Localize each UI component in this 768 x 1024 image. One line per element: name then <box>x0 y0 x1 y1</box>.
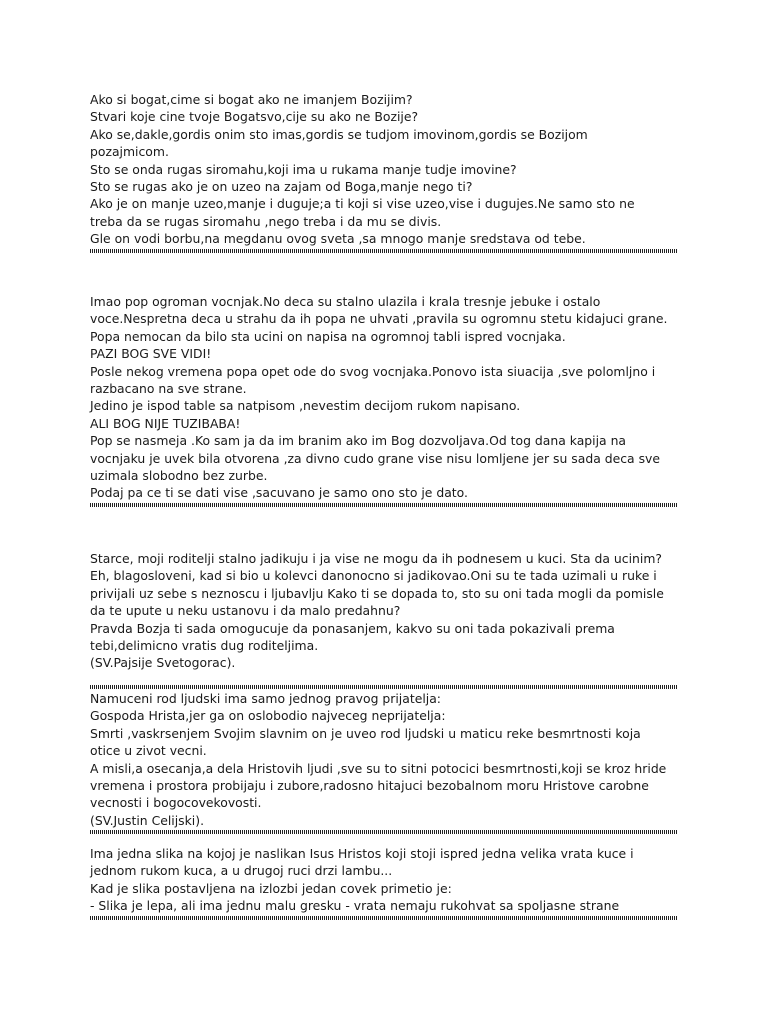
text-line: tebi,delimicno vratis dug roditeljima. <box>90 638 319 654</box>
text-section-wealth <box>90 91 690 253</box>
text-line: pozajmicom. <box>90 144 169 160</box>
section-divider <box>90 685 678 689</box>
text-line: Imao pop ogroman vocnjak.No deca su stalno ulazila i krala tresnje jebuke i ostalo <box>90 294 601 309</box>
text-line: uzimala slobodno bez zurbe. <box>90 468 268 484</box>
text-line: (SV.Pajsije Svetogorac). <box>90 655 236 671</box>
text-line: Podaj pa ce ti se dati vise ,sacuvano je samo ono sto je dato. <box>90 485 468 501</box>
text-line: vremena i prostora probijaju i zubore,radosno hitajuci bezobalnom moru Hristove carobne <box>90 778 649 794</box>
text-line: - Slika je lepa, ali ima jednu malu gresku - vrata nemaju rukohvat sa spoljasne strane <box>90 898 620 914</box>
text-line: Gospoda Hrista,jer ga on oslobodio najveceg neprijatelja: <box>90 708 446 724</box>
text-line: Kad je slika postavljena na izlozbi jedan covek primetio je: <box>90 880 452 896</box>
text-line: Popa nemocan da bilo sta ucini on napisa na ogromnoj tabli ispred vocnjaka. <box>90 328 566 344</box>
text-line: Eh, blagosloveni, kad si bio u kolevci danonocno si jadikovao.Oni su te tada uzimali u ruke i <box>90 568 657 584</box>
text-line: Smrti ,vaskrsenjem Svojim slavnim on je uveo rod ljudski u maticu reke besmrtnosti koja <box>90 725 641 741</box>
text-line: privijali uz sebe s neznoscu i ljubavlju Kako ti se dopada to, sto su oni tada mogli da pomisle <box>90 585 664 601</box>
text-line: jednom rukom kuca, a u drugoj ruci drzi lambu... <box>90 863 393 879</box>
text-section-parents <box>90 550 690 672</box>
text-line: Gle on vodi borbu,na megdanu ovog sveta ,sa mnogo manje sredstava od tebe. <box>90 231 586 247</box>
text-line: voce.Nespretna deca u strahu da ih popa ne uhvati ,pravila su ogromnu stetu kidajuci grane. <box>90 311 668 327</box>
text-line: Pop se nasmeja .Ko sam ja da im branim ako im Bog dozvoljava.Od tog dana kapija na <box>90 433 627 449</box>
text-line: treba da se rugas siromahu ,nego treba i da mu se divis. <box>90 213 442 229</box>
text-line: Pravda Bozja ti sada omogucuje da ponasanjem, kakvo su oni tada pokazivali prema <box>90 620 615 636</box>
text-section-orchard <box>90 293 690 507</box>
text-line: Ako je on manje uzeo,manje i duguje;a ti koji si vise uzeo,vise i dugujes.Ne samo sto ne <box>90 196 635 212</box>
text-line: PAZI BOG SVE VIDI! <box>90 346 212 362</box>
text-line: da te upute u neku ustanovu i da malo predahnu? <box>90 603 401 619</box>
text-line: Ako se,dakle,gordis onim sto imas,gordis se tudjom imovinom,gordis se Bozijom <box>90 126 588 142</box>
text-line: Ima jedna slika na kojoj je naslikan Isus Hristos koji stoji ispred jedna velika vrata kuce i <box>90 846 634 861</box>
text-section-friend <box>90 685 690 834</box>
text-line: Sto se rugas ako je on uzeo na zajam od Boga,manje nego ti? <box>90 179 473 195</box>
text-line: A misli,a osecanja,a dela Hristovih ljudi ,sve su to sitni potocici besmrtnosti,koji se kroz hride <box>90 760 667 776</box>
section-divider <box>90 503 678 507</box>
text-section-painting <box>90 845 690 920</box>
text-line: (SV.Justin Celijski). <box>90 812 205 828</box>
text-line: Starce, moji roditelji stalno jadikuju i ja vise ne mogu da ih podnesem u kuci. Sta da ucinim? <box>90 551 662 566</box>
section-divider <box>90 916 678 920</box>
text-line: vocnjaku je uvek bila otvorena ,za divno cudo grane vise nisu lomljene jer su sada deca sve <box>90 450 660 466</box>
text-line: Namuceni rod ljudski ima samo jednog pravog prijatelja: <box>90 691 441 706</box>
text-line: Jedino je ispod table sa natpisom ,nevestim decijom rukom napisano. <box>90 398 521 414</box>
text-line: ALI BOG NIJE TUZIBABA! <box>90 415 241 431</box>
text-line: Posle nekog vremena popa opet ode do svog vocnjaka.Ponovo ista siuacija ,sve polomljno i <box>90 363 656 379</box>
text-line: Stvari koje cine tvoje Bogatsvo,cije su ako ne Bozije? <box>90 109 419 125</box>
section-divider <box>90 830 678 834</box>
text-line: razbacano na sve strane. <box>90 381 247 397</box>
text-line: vecnosti i bogocovekovosti. <box>90 795 262 811</box>
section-divider <box>90 249 678 253</box>
text-line: otice u zivot vecni. <box>90 743 207 759</box>
text-line: Sto se onda rugas siromahu,koji ima u rukama manje tudje imovine? <box>90 161 517 177</box>
text-line: Ako si bogat,cime si bogat ako ne imanjem Bozijim? <box>90 92 413 107</box>
